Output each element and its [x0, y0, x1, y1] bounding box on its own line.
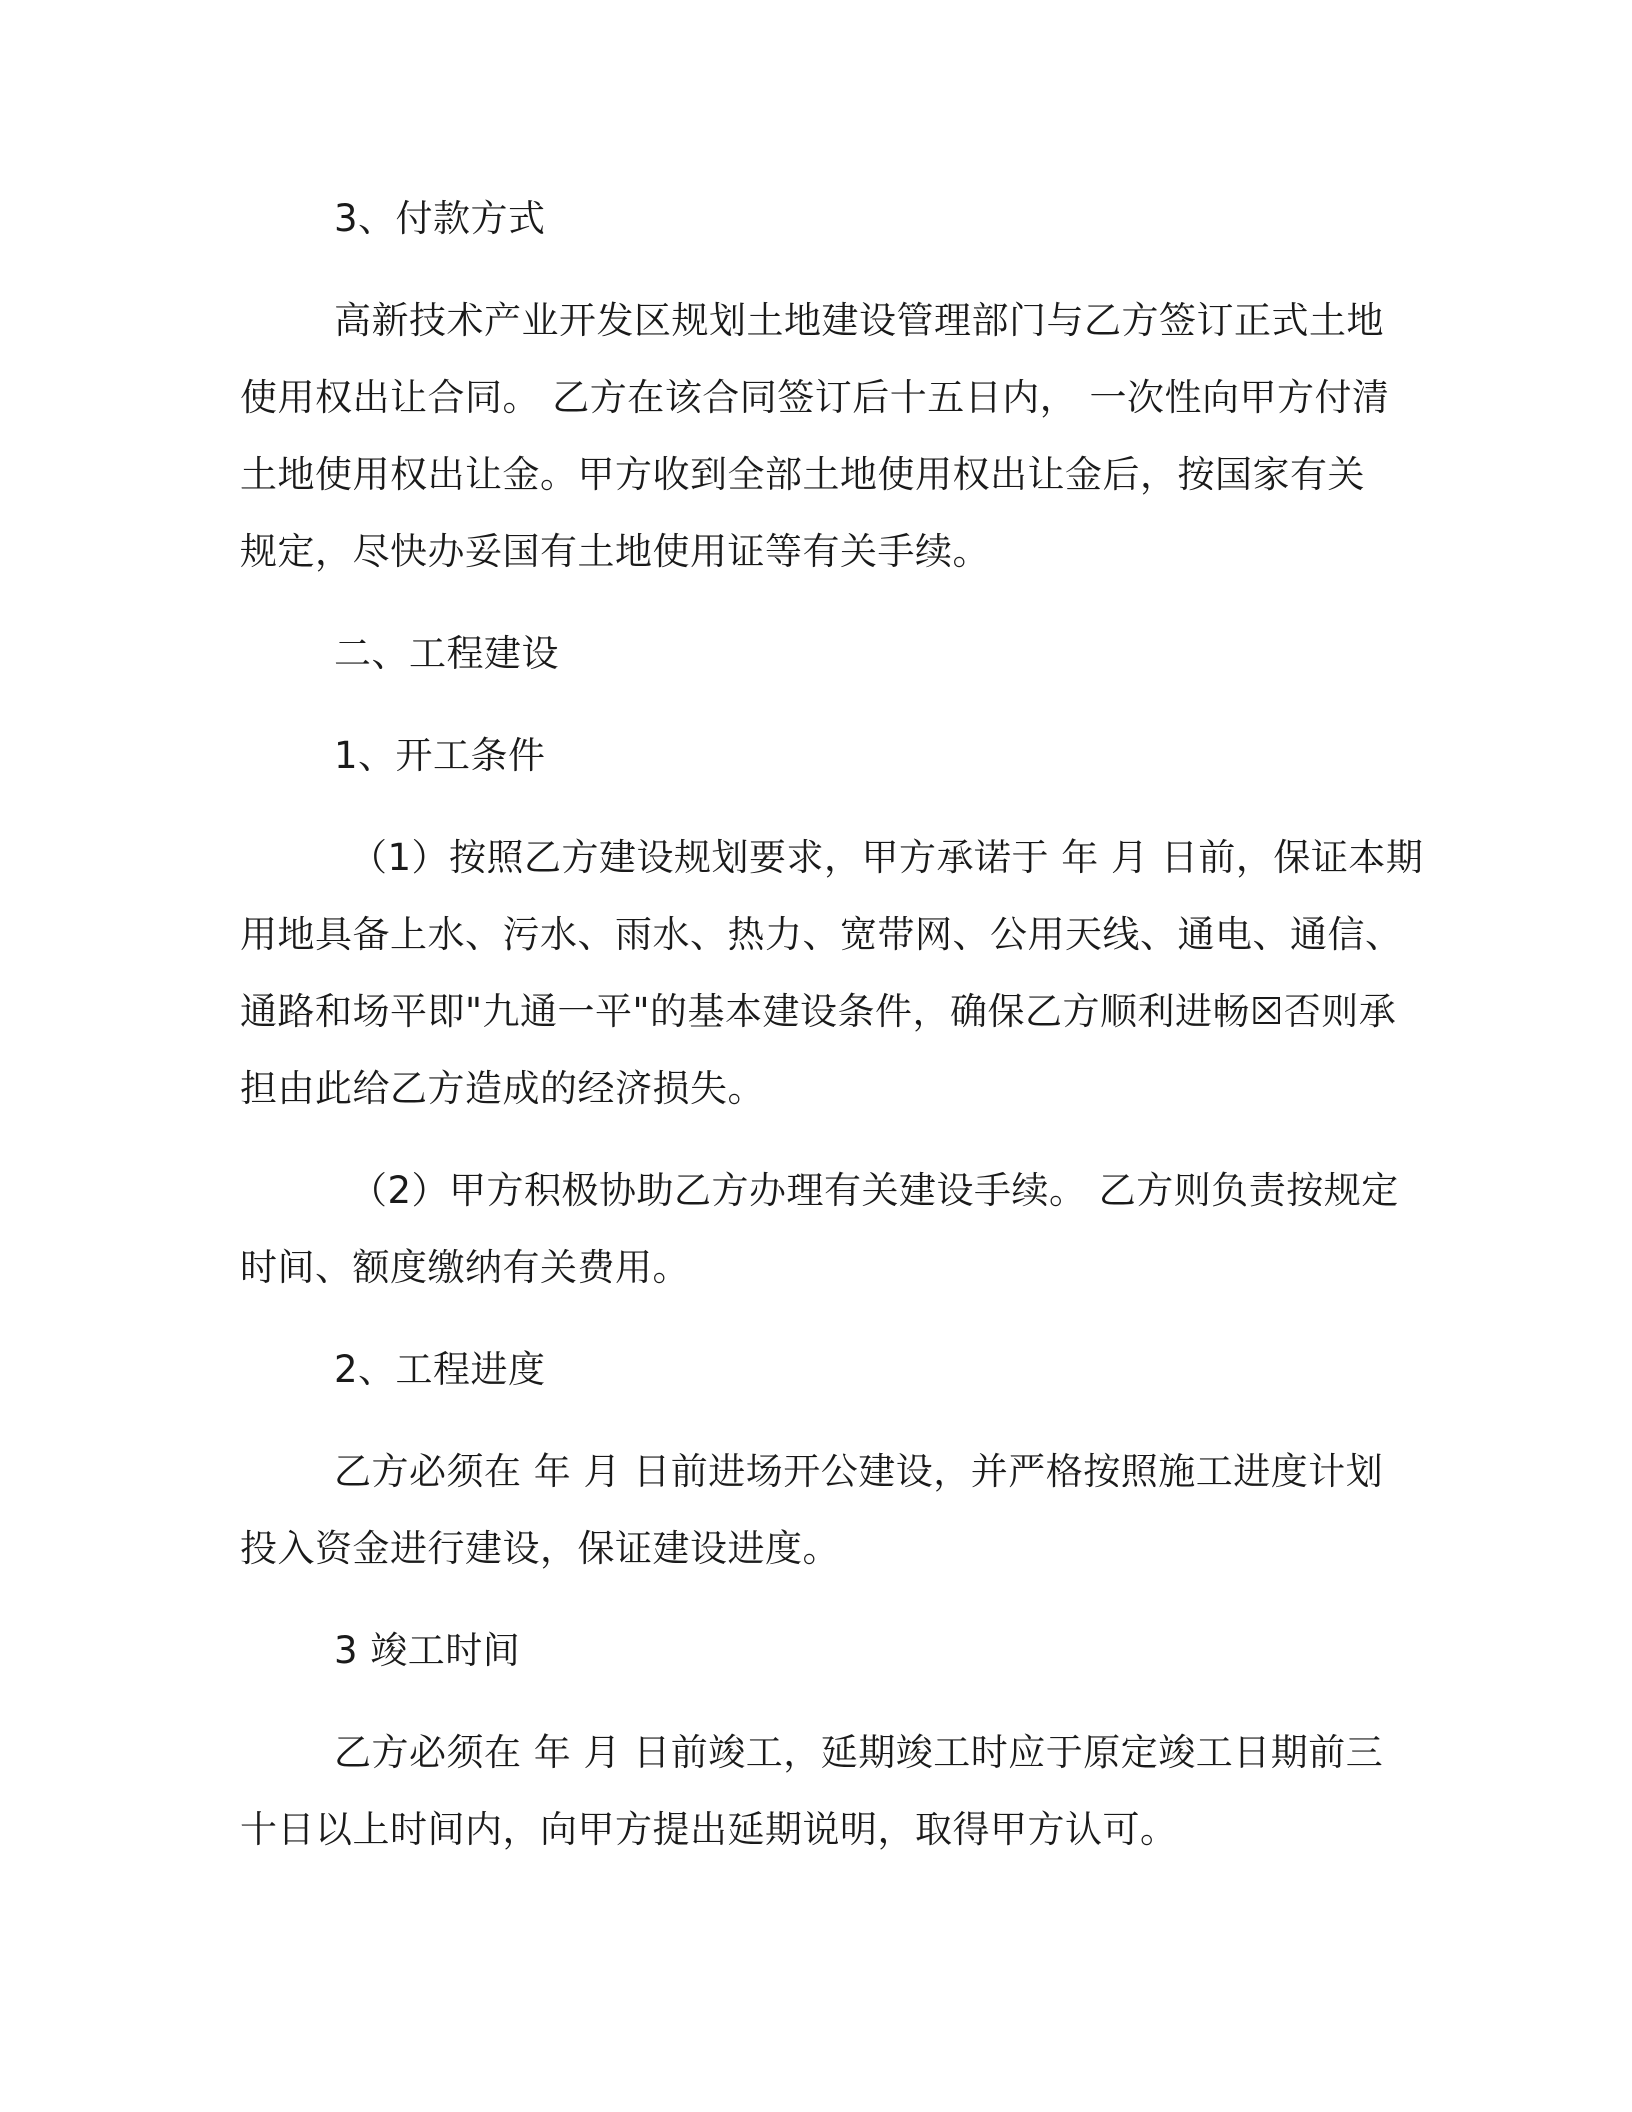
paragraph-line: 十日以上时间内，向甲方提出延期说明，取得甲方认可。	[240, 1808, 1178, 1851]
paragraph-line: 担由此给乙方造成的经济损失。	[240, 1067, 765, 1110]
paragraph-line: 乙方必须在 年 月 日前进场开公建设，并严格按照施工进度计划	[334, 1450, 1384, 1493]
subsection-heading-completion-time: 3 竣工时间	[334, 1629, 521, 1672]
paragraph-line: 规定，尽快办妥国有土地使用证等有关手续。	[240, 530, 990, 573]
paragraph-line: 通路和场平即"九通一平"的基本建设条件，确保乙方顺利进畅☒否则承	[240, 990, 1397, 1033]
paragraph-line: 乙方必须在 年 月 日前竣工，延期竣工时应于原定竣工日期前三	[334, 1731, 1384, 1774]
paragraph-line: 投入资金进行建设，保证建设进度。	[240, 1527, 840, 1570]
paragraph-line: 时间、额度缴纳有关费用。	[240, 1246, 690, 1289]
paragraph-line: （2）甲方积极协助乙方办理有关建设手续。 乙方则负责按规定	[350, 1169, 1399, 1212]
paragraph-line: 高新技术产业开发区规划土地建设管理部门与乙方签订正式土地	[334, 299, 1384, 342]
section-heading-payment-method: 3、付款方式	[334, 197, 546, 240]
paragraph-line: （1）按照乙方建设规划要求，甲方承诺于 年 月 日前，保证本期	[350, 836, 1424, 879]
subsection-heading-progress: 2、工程进度	[334, 1348, 546, 1391]
subsection-heading-start-conditions: 1、开工条件	[334, 734, 546, 777]
paragraph-line: 使用权出让合同。 乙方在该合同签订后十五日内， 一次性向甲方付清	[240, 376, 1390, 419]
section-heading-construction: 二、工程建设	[334, 632, 559, 675]
paragraph-line: 用地具备上水、污水、雨水、热力、宽带网、公用天线、通电、通信、	[240, 913, 1403, 956]
paragraph-line: 土地使用权出让金。甲方收到全部土地使用权出让金后，按国家有关	[240, 453, 1365, 496]
